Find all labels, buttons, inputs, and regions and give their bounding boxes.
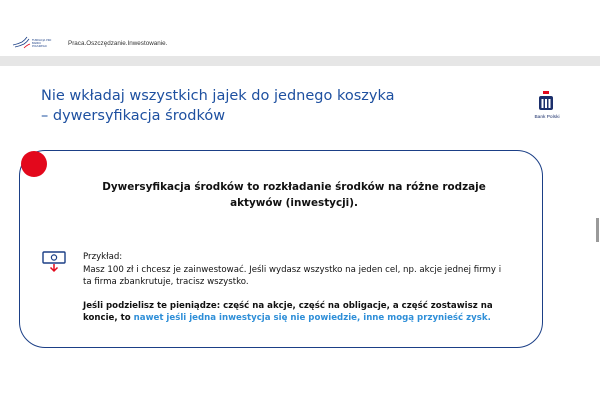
tagline: Praca.Oszczędzanie.Inwestowanie. bbox=[68, 40, 168, 47]
scrollbar-thumb[interactable] bbox=[596, 218, 599, 242]
money-transfer-icon bbox=[42, 250, 67, 275]
top-header bbox=[0, 0, 600, 56]
slide-title bbox=[41, 86, 394, 126]
example-block bbox=[83, 251, 503, 325]
example-text: Masz 100 zł i chcesz je zainwestować. Jeśli wydasz wszystko na jeden cel, np. akcje jednej firmy i ta firma zbankrutuje, tracisz wszystko. bbox=[83, 264, 502, 287]
logo-text: FUNDACJA PKO BANKU POLSKIEGO bbox=[32, 39, 52, 48]
bold-text: Jeśli podzielisz te pieniądze: część na akcje, część na obligacje, a część zostawisz na koncie, to bbox=[83, 300, 493, 323]
accent-text: nawet jeśli jedna inwestycja się nie powiedzie, inne mogą przynieść zysk. bbox=[130, 313, 491, 323]
card-heading: Dywersyfikacja środków to rozkładanie środków na różne rodzaje aktywów (inwestycji). bbox=[102, 181, 486, 209]
red-dot-decoration bbox=[21, 151, 47, 177]
slide-title-line-1: Nie wkładaj wszystkich jajek do jednego koszyka bbox=[41, 88, 395, 104]
pko-piggy-icon bbox=[537, 91, 555, 112]
example-label: Przykład: bbox=[83, 252, 123, 262]
diversification-paragraph bbox=[83, 300, 503, 325]
header-band bbox=[0, 56, 600, 66]
bank-name: Bank Polski bbox=[534, 115, 560, 120]
slide-title-line-2: – dywersyfikacja środków bbox=[41, 108, 226, 124]
